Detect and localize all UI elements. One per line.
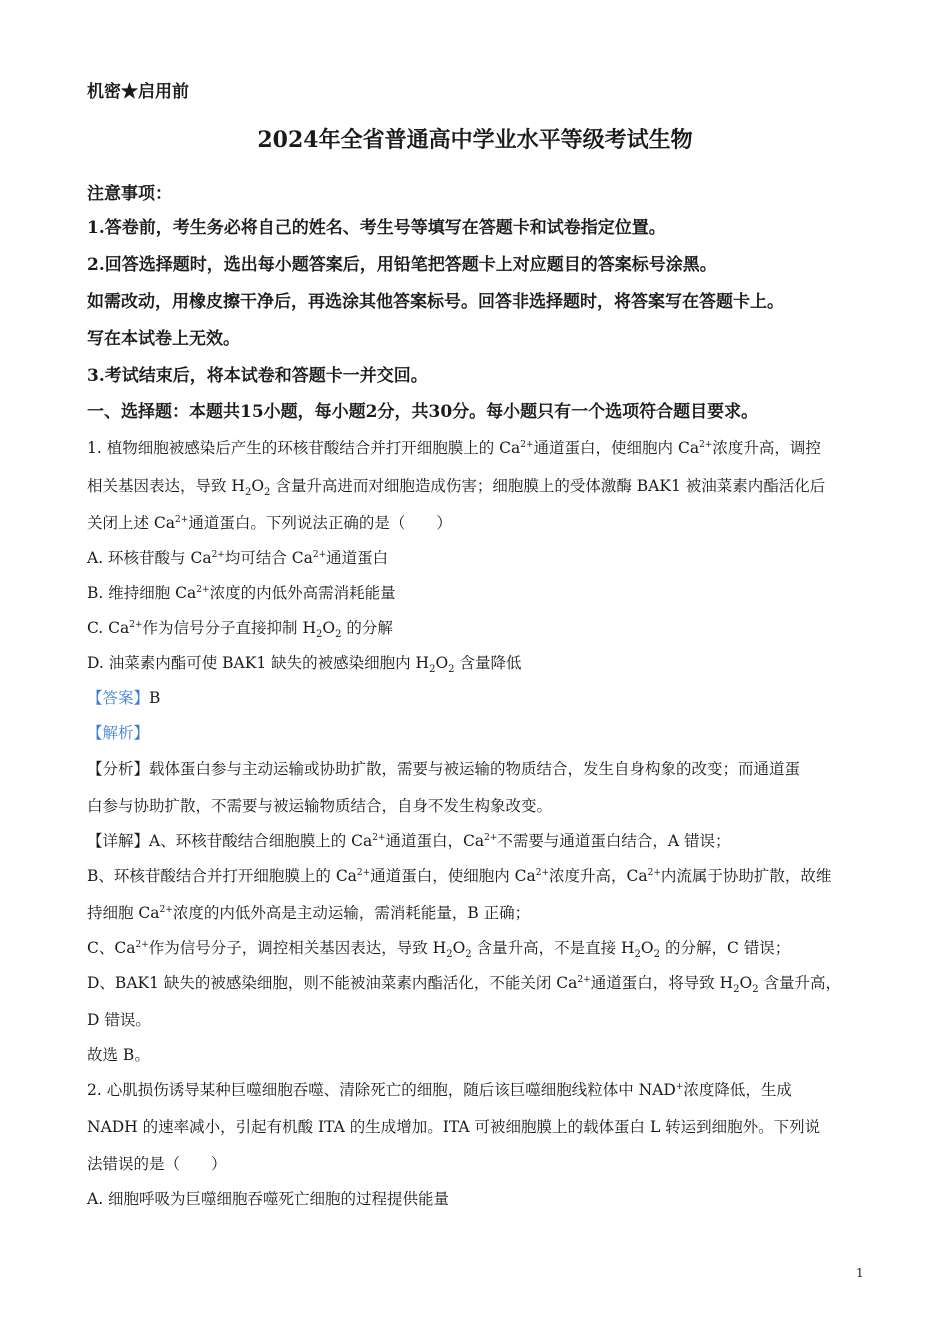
q1-stem-line-1 [87, 438, 821, 458]
q1-answer [87, 688, 160, 708]
xiangjie-c [87, 938, 791, 961]
text: 含量升高进而对细胞造成伤害；细胞膜上的受体激酶 BAK1 被油菜素内酯活化后 [270, 477, 826, 495]
superscript: 2+ [196, 584, 210, 595]
q2-stem-line-3: 法错误的是（ ） [87, 1155, 227, 1173]
text: 2. 心肌损伤诱导某种巨噬细胞吞噬、清除死亡的细胞，随后该巨噬细胞线粒体中 NAD [87, 1081, 676, 1099]
text: O [452, 939, 466, 957]
exam-title: 2024年全省普通高中学业水平等级考试生物 [257, 127, 693, 153]
notice-item-2-cont-1: 如需改动，用橡皮擦干净后，再选涂其他答案标号。回答非选择题时，将答案写在答题卡上。 [87, 292, 784, 312]
q2-stem-line-1 [87, 1080, 792, 1100]
superscript: + [675, 1081, 684, 1092]
notice-item-2: 2.回答选择题时，选出每小题答案后，用铅笔把答题卡上对应题目的答案标号涂黑。 [87, 255, 717, 275]
text: 浓度的内低外高需消耗能量 [209, 584, 396, 602]
superscript: 2+ [159, 904, 173, 915]
notice-heading: 注意事项： [87, 184, 172, 204]
superscript: 2+ [699, 439, 713, 450]
q1-option-a [87, 548, 388, 568]
notice-item-3: 3.考试结束后，将本试卷和答题卡一并交回。 [87, 366, 428, 386]
fenxi-line-2: 白参与协助扩散，不需要与被运输物质结合，自身不发生构象改变。 [87, 797, 553, 815]
superscript: 2+ [175, 514, 189, 525]
text: 通道蛋白，使细胞内 Ca [370, 867, 536, 885]
text: D、BAK1 缺失的被感染细胞，则不能被油菜素内酯活化，不能关闭 Ca [87, 974, 578, 992]
text: 作为信号分子，调控相关基因表达，导致 H [148, 939, 447, 957]
xiangjie-b-line-2 [87, 903, 530, 923]
text: A、环核苷酸结合细胞膜上的 Ca [149, 832, 373, 850]
text: O [251, 477, 265, 495]
text: B、环核苷酸结合并打开细胞膜上的 Ca [87, 867, 357, 885]
text: 通道蛋白 [326, 549, 389, 567]
superscript: 2+ [356, 867, 371, 878]
xiangjie-label: 【详解】 [87, 832, 150, 850]
text: 浓度降低，生成 [683, 1081, 792, 1099]
subscript: 2 [733, 984, 740, 996]
superscript: 2+ [211, 549, 225, 560]
analysis-label: 【解析】 [87, 724, 150, 742]
superscript: 2+ [372, 832, 386, 843]
fenxi-label: 【分析】 [87, 760, 150, 778]
q1-stem-line-3 [87, 513, 452, 533]
text: 浓度的内低外高是主动运输，需消耗能量，B 正确； [172, 904, 531, 922]
text: 通道蛋白，Ca [385, 832, 485, 850]
secret-label: 机密★启用前 [87, 82, 189, 102]
superscript: 2+ [129, 619, 143, 630]
text: 的分解，C 错误； [660, 939, 791, 957]
text: 浓度升高，调控 [712, 439, 821, 457]
subscript: 2 [465, 949, 472, 961]
text: O [739, 974, 753, 992]
text: 1. 植物细胞被感染后产生的环核苷酸结合并打开细胞膜上的 Ca [87, 439, 521, 457]
superscript: 2+ [647, 867, 661, 878]
text: B. 维持细胞 Ca [87, 584, 197, 602]
subscript: 2 [264, 487, 271, 499]
subscript: 2 [446, 949, 453, 961]
q1-option-c [87, 618, 393, 641]
section-heading: 一、选择题：本题共15小题，每小题2分，共30分。每小题只有一个选项符合题目要求。 [87, 402, 759, 422]
text: 的分解 [341, 619, 393, 637]
notice-item-2-cont-2: 写在本试卷上无效。 [87, 329, 240, 349]
superscript: 2+ [484, 832, 498, 843]
text: 作为信号分子直接抑制 H [142, 619, 316, 637]
xiangjie-b-line-1 [87, 866, 831, 886]
q1-option-b [87, 583, 396, 603]
superscript: 2+ [312, 549, 327, 560]
xiangjie-a [87, 831, 731, 851]
subscript: 2 [335, 629, 342, 641]
q1-conclusion: 故选 B。 [87, 1046, 150, 1064]
subscript: 2 [752, 984, 759, 996]
text: 均可结合 Ca [224, 549, 313, 567]
text: 含量升高， [758, 974, 842, 992]
text: D. 油菜素内酯可使 BAK1 缺失的被感染细胞内 H [87, 654, 430, 672]
subscript: 2 [316, 629, 323, 641]
fenxi-line-1 [87, 759, 800, 779]
text: 含量升高，不是直接 H [471, 939, 635, 957]
subscript: 2 [448, 664, 455, 676]
xiangjie-d-line-2: D 错误。 [87, 1011, 151, 1029]
text: 载体蛋白参与主动运输或协助扩散，需要与被运输的物质结合，发生自身构象的改变；而通道蛋 [149, 760, 801, 778]
text: C、Ca [87, 939, 136, 957]
q2-stem-line-2: NADH 的速率减小，引起有机酸 ITA 的生成增加。ITA 可被细胞膜上的载体蛋白 L 转运到细胞外。下列说 [87, 1118, 821, 1136]
text: 相关基因表达，导致 H [87, 477, 245, 495]
text: 浓度升高，Ca [549, 867, 648, 885]
text: O [640, 939, 654, 957]
subscript: 2 [244, 487, 252, 499]
text: 关闭上述 Ca [87, 514, 176, 532]
q1-stem-line-2 [87, 476, 826, 499]
text: 通道蛋白，使细胞内 Ca [533, 439, 700, 457]
text: 内流属于协助扩散，故维 [660, 867, 832, 885]
text: 通道蛋白。下列说法正确的是（ ） [188, 514, 452, 532]
answer-label: 【答案】 [87, 689, 150, 707]
text: 通道蛋白，将导致 H [590, 974, 734, 992]
page-number: 1 [856, 1266, 864, 1280]
subscript: 2 [653, 949, 661, 961]
superscript: 2+ [135, 939, 149, 950]
xiangjie-d-line-1 [87, 973, 842, 996]
text: 不需要与通道蛋白结合，A 错误； [497, 832, 731, 850]
superscript: 2+ [520, 439, 534, 450]
subscript: 2 [634, 949, 641, 961]
q2-option-a: A. 细胞呼吸为巨噬细胞吞噬死亡细胞的过程提供能量 [87, 1190, 450, 1208]
text: C. Ca [87, 619, 130, 637]
text: 含量降低 [454, 654, 522, 672]
answer-value: B [149, 689, 161, 707]
text: O [322, 619, 336, 637]
superscript: 2+ [535, 867, 550, 878]
text: A. 环核苷酸与 Ca [87, 549, 212, 567]
notice-item-1: 1.答卷前，考生务必将自己的姓名、考生号等填写在答题卡和试卷指定位置。 [87, 218, 666, 238]
subscript: 2 [429, 664, 436, 676]
q1-option-d [87, 653, 522, 676]
text: 持细胞 Ca [87, 904, 160, 922]
superscript: 2+ [577, 974, 591, 985]
text: O [435, 654, 449, 672]
